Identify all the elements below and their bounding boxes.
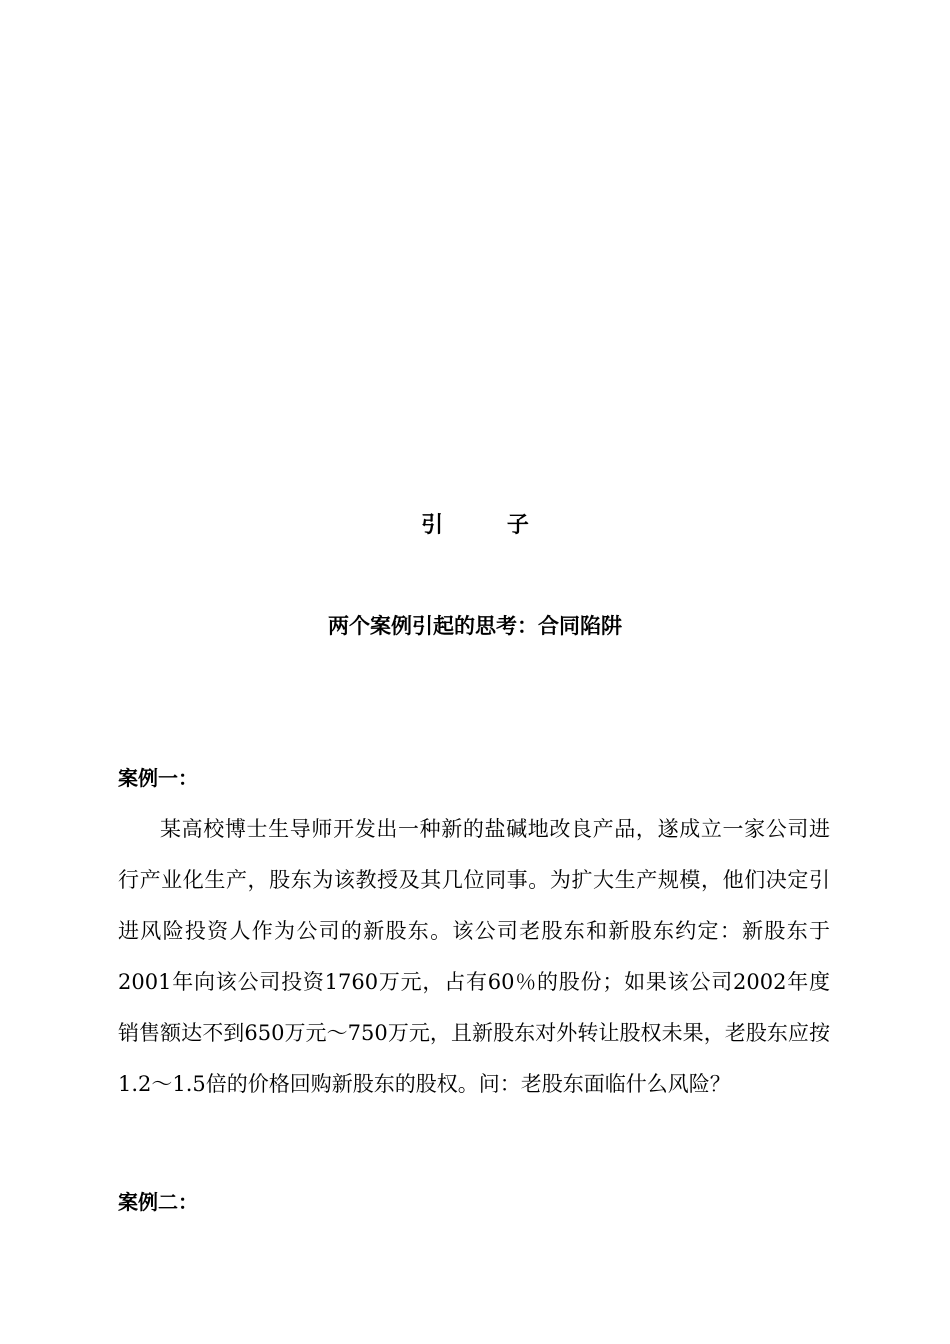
page-title: 引 子 bbox=[421, 513, 557, 538]
case-one-heading: 案例一： bbox=[118, 766, 198, 790]
page-subtitle: 两个案例引起的思考：合同陷阱 bbox=[328, 614, 622, 638]
case-two-heading: 案例二： bbox=[118, 1190, 198, 1214]
case-one-paragraph: 某高校博士生导师开发出一种新的盐碱地改良产品，遂成立一家公司进行产业化生产，股东为该教授及其几位同事。为扩大生产规模，他们决定引进风险投资人作为公司的新股东。该公司老股东和新股东约定：新股东于2001年向该公司投资1760万元，占有60％的股份；如果该公司2002年度销售额达不到650万元～750万元，且新股东对外转让股权未果，老股东应按1.2～1.5倍的价格回购新股东的股权。问：老股东面临什么风险？ bbox=[118, 817, 830, 1096]
